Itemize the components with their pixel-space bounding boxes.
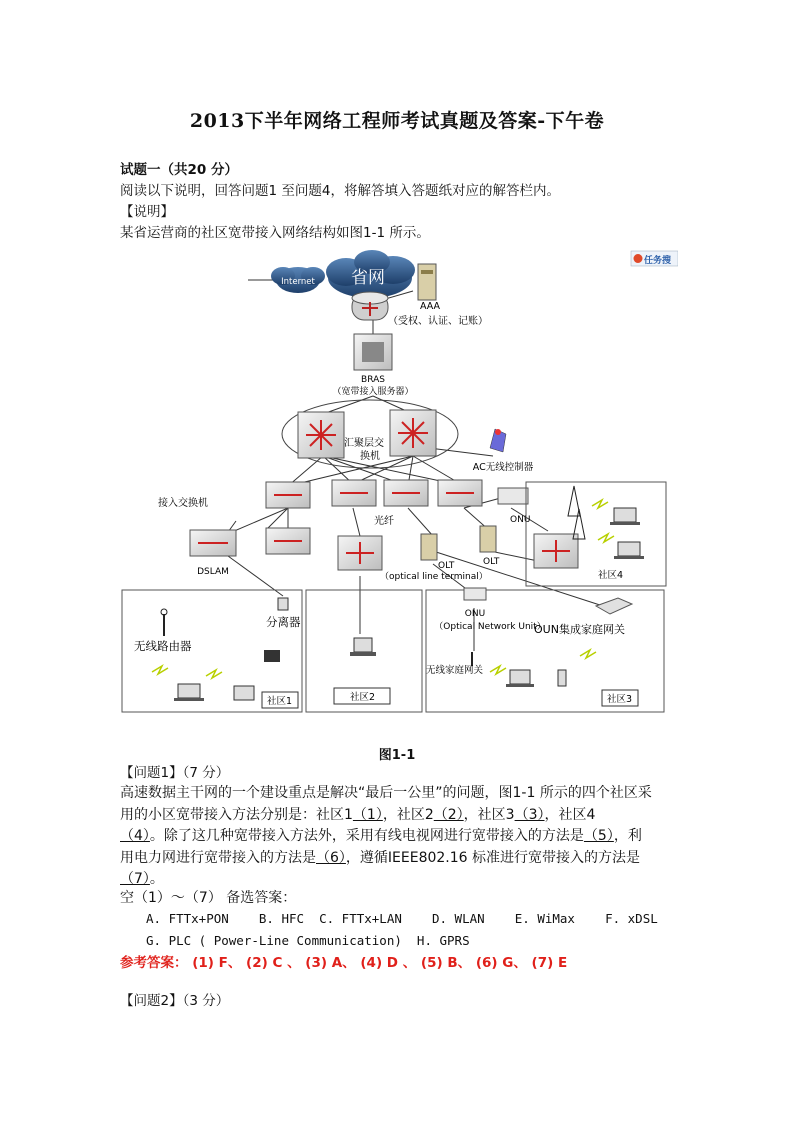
olt-note: （optical line terminal） [380, 572, 488, 582]
options-row-2: G. PLC ( Power-Line Communication) H. GPRS [146, 933, 470, 948]
onu-top-label: ONU [510, 515, 531, 525]
blank-2: （2） [433, 806, 464, 823]
core-router [352, 292, 388, 320]
onu-mid-label: ONU [464, 609, 486, 619]
figure-caption: 图1-1 [378, 748, 416, 763]
network-diagram [118, 246, 678, 720]
bras-label: BRAS [361, 375, 385, 385]
description-text: 某省运营商的社区宽带接入网络结构如图1-1 所示。 [120, 225, 430, 241]
blank-6: （6） [316, 849, 346, 866]
olt2-label: OLT [483, 557, 500, 567]
blank-4: （4） [120, 828, 150, 844]
access-switch-3 [384, 480, 428, 506]
aggregation-label-1: 汇聚层交 [344, 438, 384, 449]
blank-5: （5） [583, 828, 614, 844]
access-switch-5 [266, 528, 310, 554]
blank-3: （3） [514, 806, 545, 823]
connection-lines [218, 280, 603, 651]
zone2-label: 社区2 [350, 692, 376, 703]
aggregation-label-2: 换机 [360, 451, 380, 462]
fiber-label: 光纤 [374, 516, 394, 527]
question-1-label: 【问题1】（7 分） [120, 765, 230, 781]
dslam-label: DSLAM [197, 567, 229, 577]
document-title: 2013下半年网络工程师考试真题及答案-下午卷 [189, 110, 605, 132]
bras-device [332, 334, 413, 397]
zone1-label: 社区1 [267, 696, 293, 707]
question-1-body: 高速数据主干网的一个建设重点是解决“最后一公里”的问题，图1-1 所示的四个社区采 用的小区宽带接入方法分别是：社区1（1），社区2（2），社区3（3），社区4 （4）。除了这几种宽带接入方法外，采用有线电视网进行宽带接入的方法是（5），利 用电力网进行宽带接入的方法是（6），遵循IEEE802.16 标准进行宽带接入的方法是 （7）。 [120, 785, 652, 887]
ac-label: AC无线控制器 [472, 462, 534, 473]
reference-answer: 参考答案： (1) F、 (2) C 、 (3) A、 (4) D 、 (5) B、 (6) G、 (7) E [120, 955, 568, 971]
dslam-device [190, 530, 236, 577]
splitter-label: 分离器 [266, 615, 301, 629]
province-network-cloud [326, 250, 415, 298]
intro-text: 阅读以下说明，回答问题1 至问题4，将解答填入答题纸对应的解答栏内。 [120, 183, 560, 199]
zone-4 [526, 482, 666, 586]
fiber-switch [338, 536, 382, 570]
access-switch-label: 接入交换机 [158, 498, 208, 509]
options-title: 空（1）～（7） 备选答案： [120, 890, 297, 906]
options-row-1: A. FTTx+PON B. HFC C. FTTx+LAN D. WLAN E. WiMax F. xDSL [146, 911, 658, 926]
watermark-logo [631, 251, 678, 266]
zone-1 [122, 590, 302, 712]
blank-1: （1） [352, 806, 383, 823]
internet-label: Internet [281, 277, 315, 287]
zone3-label: 社区3 [607, 694, 633, 705]
aggregation-switch-left [298, 412, 344, 458]
oun-gateway-label: OUN集成家庭网关 [534, 623, 625, 636]
zone-2 [306, 590, 422, 712]
access-switch-2 [332, 480, 376, 506]
internet-cloud [271, 267, 325, 293]
wireless-gateway-label: 无线家庭网关 [426, 665, 484, 676]
onu-note: （Optical Network Unit） [434, 622, 546, 632]
question-1-heading: 试题一（共20 分） [120, 162, 238, 178]
aaa-note: （受权、认证、记账） [388, 316, 488, 327]
bras-note: （宽带接入服务器） [332, 387, 414, 397]
watermark-text: 任务搜 [644, 256, 672, 266]
olt-1 [380, 534, 488, 582]
question-2-label: 【问题2】（3 分） [120, 993, 230, 1009]
blank-7: （7） [120, 871, 150, 887]
olt-2 [480, 526, 500, 567]
wireless-router-label: 无线路由器 [134, 639, 192, 653]
access-switch-1 [266, 482, 310, 508]
olt1-label: OLT [438, 561, 455, 571]
zone-3 [426, 588, 664, 712]
province-label: 省网 [351, 268, 385, 288]
aggregation-switch-right [390, 410, 436, 456]
ac-controller [473, 429, 534, 473]
access-switch-4 [438, 480, 482, 506]
zone4-label: 社区4 [598, 570, 624, 581]
explanation-label: 【说明】 [120, 204, 174, 220]
aaa-label: AAA [419, 301, 441, 312]
